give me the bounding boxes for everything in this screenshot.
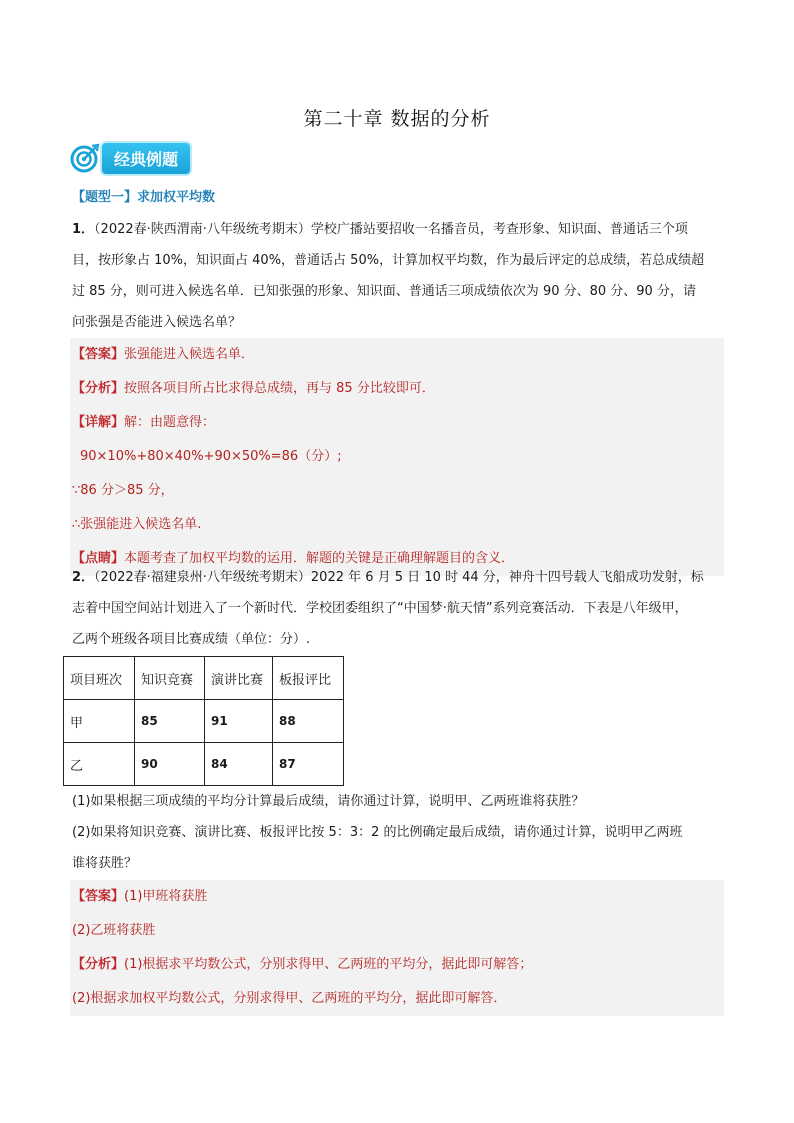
analysis-text: (1)根据求平均数公式，分别求得甲、乙两班的平均分，据此即可解答；: [124, 957, 533, 972]
analysis-tag: 【分析】: [72, 957, 125, 972]
question-2: [72, 562, 724, 655]
answer-tag: 【答案】: [72, 347, 125, 362]
table-cell: 乙: [64, 743, 135, 786]
analysis-tag: 【分析】: [72, 381, 125, 396]
section-banner: [70, 140, 190, 176]
table-header-row: [64, 657, 344, 700]
question-text-line: 过 85 分，则可进入候选名单．已知张强的形象、知识面、普通话三项成绩依次为 90 分、80 分、90 分，请: [72, 284, 696, 299]
table-row: [64, 743, 344, 786]
subquestion-1: (1)如果根据三项成绩的平均分计算最后成绩，请你通过计算，说明甲、乙两班谁将获胜？: [72, 794, 585, 809]
banner-label: 经典例题: [102, 143, 190, 174]
table-cell: 85: [135, 700, 205, 743]
because-line: ∵86 分＞85 分，: [72, 483, 174, 498]
analysis-line: [70, 948, 724, 982]
question-text-line: 目，按形象占 10%，知识面占 40%，普通话占 50%，计算加权平均数，作为最后评定的总成绩，若总成绩超: [72, 253, 705, 268]
scores-table: [63, 656, 344, 786]
table-header-cell: 项目班次: [64, 657, 135, 700]
table-cell: 甲: [64, 700, 135, 743]
page-title: 第二十章 数据的分析: [303, 108, 491, 130]
question-text-line: （2022春·陕西渭南·八年级统考期末）学校广播站要招收一名播音员，考查形象、知识面、普通话三个项: [94, 222, 688, 237]
table-cell: 84: [205, 743, 273, 786]
subquestion-2-line: 谁将获胜？: [72, 856, 138, 871]
section-heading: 【题型一】求加权平均数: [72, 190, 216, 205]
question-text-line: 乙两个班级各项目比赛成绩（单位：分）.: [72, 632, 311, 647]
solution-box-1: [70, 338, 724, 576]
question-number: 2．: [72, 570, 95, 585]
comment-text: 本题考查了加权平均数的运用．解题的关键是正确理解题目的含义．: [124, 551, 515, 566]
question-text-line: （2022春·福建泉州·八年级统考期末）2022 年 6 月 5 日 10 时 44 分，神舟十四号载人飞船成功发射，标: [94, 570, 704, 585]
detail-line: [70, 406, 724, 440]
table-cell: 88: [273, 700, 344, 743]
table-cell: 90: [135, 743, 205, 786]
therefore-line: ∴张强能进入候选名单.: [72, 517, 202, 532]
question-2-subparts: [72, 786, 724, 879]
table-cell: 91: [205, 700, 273, 743]
question-text-line: 志着中国空间站计划进入了一个新时代．学校团委组织了“中国梦·航天情”系列竞赛活动．下表是八年级甲，: [72, 601, 688, 616]
question-text-line: 问张强是否能进入候选名单？: [72, 315, 242, 330]
table-header-cell: 演讲比赛: [205, 657, 273, 700]
answer-text: 张强能进入候选名单．: [124, 347, 255, 362]
detail-text: 解：由题意得：: [124, 415, 216, 430]
subquestion-2-line: (2)如果将知识竞赛、演讲比赛、板报评比按 5：3：2 的比例确定最后成绩，请你通过计算，说明甲乙两班: [72, 825, 683, 840]
table-header-cell: 板报评比: [273, 657, 344, 700]
table-cell: 87: [273, 743, 344, 786]
answer-line-2: (2)乙班将获胜: [72, 923, 156, 938]
answer-line: [70, 880, 724, 914]
question-number: 1．: [72, 222, 95, 237]
comment-tag: 【点睛】: [72, 551, 125, 566]
analysis-text: 按照各项目所占比求得总成绩，再与 85 分比较即可．: [124, 381, 435, 396]
analysis-line-2: (2)根据求加权平均数公式，分别求得甲、乙两班的平均分，据此即可解答．: [72, 991, 507, 1006]
answer-tag: 【答案】: [72, 889, 125, 904]
answer-line: [70, 338, 724, 372]
table-header-cell: 知识竞赛: [135, 657, 205, 700]
answer-text: (1)甲班将获胜: [124, 889, 208, 904]
solution-box-2: [70, 880, 724, 1016]
target-icon: [70, 143, 100, 173]
table-row: [64, 700, 344, 743]
question-1: [72, 214, 724, 338]
analysis-line: [70, 372, 724, 406]
calculation-line: 90×10%+80×40%+90×50%=86（分）;: [80, 449, 342, 464]
detail-tag: 【详解】: [72, 415, 125, 430]
